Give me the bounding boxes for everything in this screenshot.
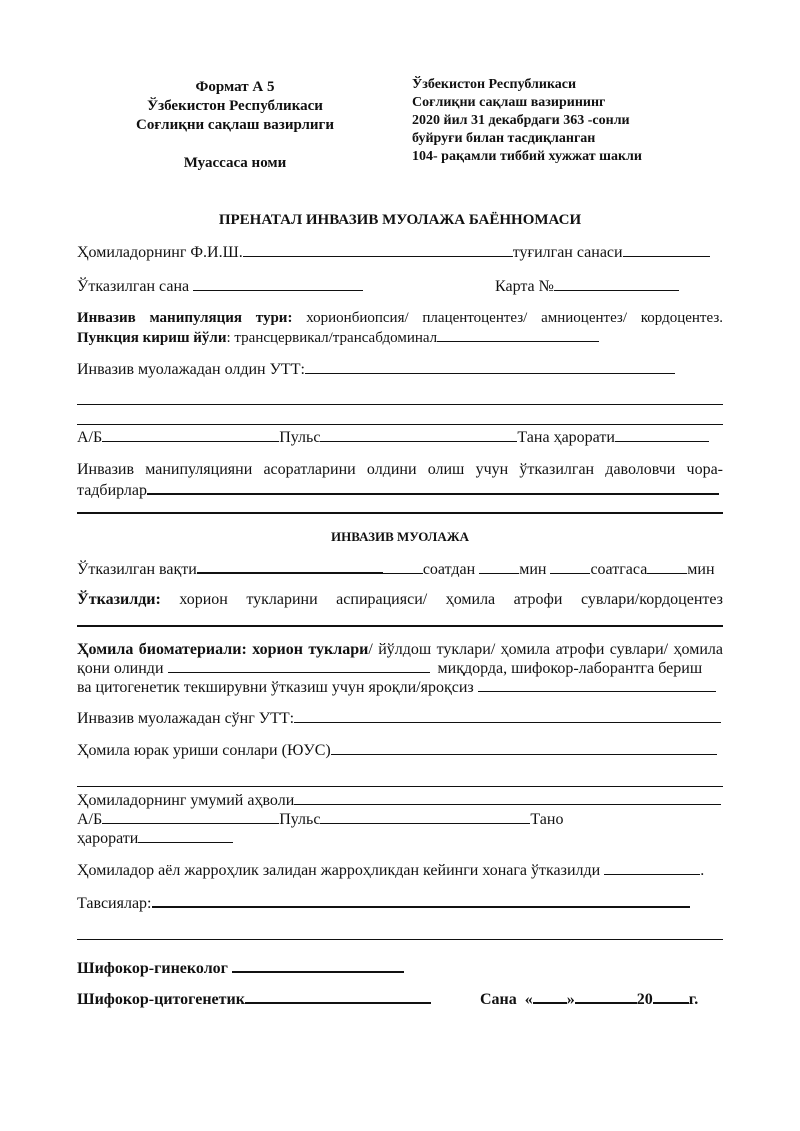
ab-label: А/Б (77, 429, 103, 446)
manip-type-label: Инвазив манипуляция тури: (77, 310, 293, 326)
puncture-value: : трансцервикал/трансабдоминал (226, 330, 438, 346)
time-label: Ўтказилган вақти (77, 561, 197, 578)
pulse-after-label: Пульс (279, 811, 321, 828)
transfer-row (77, 861, 704, 880)
prevent-label-2: тадбирлар (77, 482, 148, 499)
birth-date-field[interactable] (623, 243, 710, 257)
bio-line1-rest: / йўлдош туклари/ ҳомила атрофи сувлари/ ҳомила (368, 641, 724, 658)
ab-after-field[interactable] (102, 810, 279, 824)
approval-line-3: 2020 йил 31 декабрдаги 363 -сонли (412, 113, 630, 128)
year-field[interactable] (653, 989, 689, 1004)
date-row (77, 277, 363, 296)
done-label: Ўтказилди: (77, 591, 161, 608)
month-field[interactable] (575, 989, 637, 1004)
bio-row-1 (77, 641, 723, 659)
pulse-label: Пульс (279, 429, 321, 446)
hour-from-label: соатдан (422, 561, 476, 578)
general-state-label: Ҳомиладорнинг умумий аҳволи (77, 792, 295, 809)
gyn-signature-field[interactable] (232, 958, 404, 973)
blank-line[interactable] (77, 404, 723, 405)
year-suffix: г. (688, 991, 699, 1008)
year-prefix: 20 (636, 991, 653, 1008)
heart-rate-label: Ҳомила юрак уриши сонлари (ЮУС) (77, 742, 331, 759)
done-row (77, 591, 723, 609)
utt-before-row (77, 360, 675, 379)
bio-label: Ҳомила биоматериали: хорион туклари (77, 641, 369, 658)
patient-name-label: Ҳомиладорнинг Ф.И.Ш. (77, 244, 243, 261)
patient-name-row (77, 243, 710, 262)
temp-after-label-2: ҳарорати (77, 830, 139, 847)
card-no-label: Карта № (495, 278, 554, 295)
min-label-2: мин (687, 561, 715, 578)
section-title: ИНВАЗИВ МУОЛАЖА (331, 529, 469, 544)
utt-before-field[interactable] (305, 360, 675, 374)
temp-after-label-1: Тано (530, 811, 564, 828)
cyto-label: Шифокор-цитогенетик (77, 991, 245, 1008)
blank-line[interactable] (77, 512, 723, 514)
pulse-field[interactable] (320, 428, 517, 442)
vitals-row (77, 428, 709, 447)
header-left (130, 78, 340, 173)
prevent-line-1: Инвазив манипуляцияни асоратларини олдини олиш учун ўтказилган даволовчи чора- (77, 461, 723, 478)
patient-name-field[interactable] (243, 243, 513, 257)
cyto-signature-row (77, 989, 431, 1009)
time-row (77, 559, 715, 579)
pulse-after-field[interactable] (320, 810, 530, 824)
heart-rate-row (77, 741, 717, 760)
time-field-2[interactable] (383, 560, 423, 574)
bio-fit-field[interactable] (478, 678, 716, 692)
transfer-label: Ҳомиладор аёл жарроҳлик залидан жарроҳликдан кейинги хонага ўтказилди (77, 862, 601, 879)
bio-row-2 (77, 659, 702, 678)
done-value: хорион тукларини аспирацияси/ ҳомила атрофи сувлари/кордоцентез (179, 591, 723, 608)
general-state-field[interactable] (294, 791, 721, 805)
time-field[interactable] (197, 559, 383, 574)
utt-before-label: Инвазив муолажадан олдин УТТ: (77, 361, 305, 378)
date-done-label: Ўтказилган сана (77, 278, 190, 295)
card-no-field[interactable] (554, 277, 679, 291)
format-label: Формат А 5 (195, 79, 275, 95)
hour-to-field[interactable] (550, 560, 590, 574)
gyn-signature-row (77, 958, 404, 978)
ab-after-label: А/Б (77, 811, 103, 828)
birth-date-label: туғилган санаси (512, 244, 623, 261)
quote-close: » (566, 991, 575, 1008)
blank-line[interactable] (77, 939, 723, 940)
ministry-label: Соғлиқни сақлаш вазирлиги (136, 117, 334, 133)
manip-type-value: хорионбиопсия/ плацентоцентез/ амниоцентез/ кордоцентез. (306, 310, 724, 326)
republic-label: Ўзбекистон Республикаси (147, 98, 323, 114)
quote-open: « (524, 991, 533, 1008)
recommend-row (77, 893, 690, 913)
puncture-field[interactable] (437, 328, 599, 342)
general-state-row (77, 791, 721, 810)
transfer-field[interactable] (604, 861, 700, 875)
puncture-row (77, 328, 599, 347)
day-field[interactable] (533, 989, 567, 1004)
bio-amount-field[interactable] (168, 659, 430, 673)
puncture-label: Пункция кириш йўли (77, 330, 227, 346)
sign-date-label: Сана (480, 991, 517, 1008)
temp-after-field[interactable] (138, 829, 233, 843)
card-row (495, 277, 679, 296)
bio-line2b: миқдорда, шифокор-лаборантга бериш (437, 660, 703, 677)
page-title: ПРЕНАТАЛ ИНВАЗИВ МУОЛАЖА БАЁННОМАСИ (218, 212, 582, 228)
blank-line[interactable] (77, 625, 723, 627)
utt-after-label: Инвазив муолажадан сўнг УТТ: (77, 710, 295, 727)
hour-to-label: соатгаса (590, 561, 648, 578)
sign-date-row (480, 989, 698, 1009)
bio-line2a: қони олинди (77, 660, 164, 677)
date-done-field[interactable] (193, 277, 363, 291)
header-right (412, 76, 642, 166)
manip-type-row (77, 310, 723, 327)
temp-after-row (77, 829, 233, 848)
min-label-1: мин (519, 561, 547, 578)
heart-rate-field[interactable] (331, 741, 717, 755)
ab-field[interactable] (102, 428, 279, 442)
min-to-field[interactable] (647, 560, 687, 574)
utt-after-row (77, 709, 721, 728)
blank-line[interactable] (77, 786, 723, 787)
transfer-end: . (700, 862, 705, 879)
prevent-field[interactable] (147, 480, 719, 495)
bio-row-3 (77, 678, 716, 697)
institution-label: Муассаса номи (183, 155, 287, 171)
gyn-label: Шифокор-гинеколог (77, 960, 228, 977)
utt-after-field[interactable] (294, 709, 721, 723)
approval-line-5: 104- рақамли тиббий хужжат шакли (412, 149, 642, 164)
recommend-field[interactable] (152, 893, 690, 908)
bio-line3: ва цитогенетик текширувни ўтказиш учун яроқли/яроқсиз (77, 679, 474, 696)
approval-line-2: Соғлиқни сақлаш вазирининг (412, 95, 606, 110)
approval-line-1: Ўзбекистон Республикаси (412, 77, 577, 92)
prevent-row-2 (77, 480, 719, 500)
vitals-after-row (77, 810, 563, 829)
temp-label: Тана ҳарорати (517, 429, 615, 446)
blank-line[interactable] (77, 424, 723, 425)
recommend-label: Тавсиялар: (77, 895, 152, 912)
approval-line-4: буйруғи билан тасдиқланган (412, 131, 596, 146)
min-from-field[interactable] (479, 560, 519, 574)
temp-field[interactable] (615, 428, 709, 442)
cyto-signature-field[interactable] (245, 989, 431, 1004)
